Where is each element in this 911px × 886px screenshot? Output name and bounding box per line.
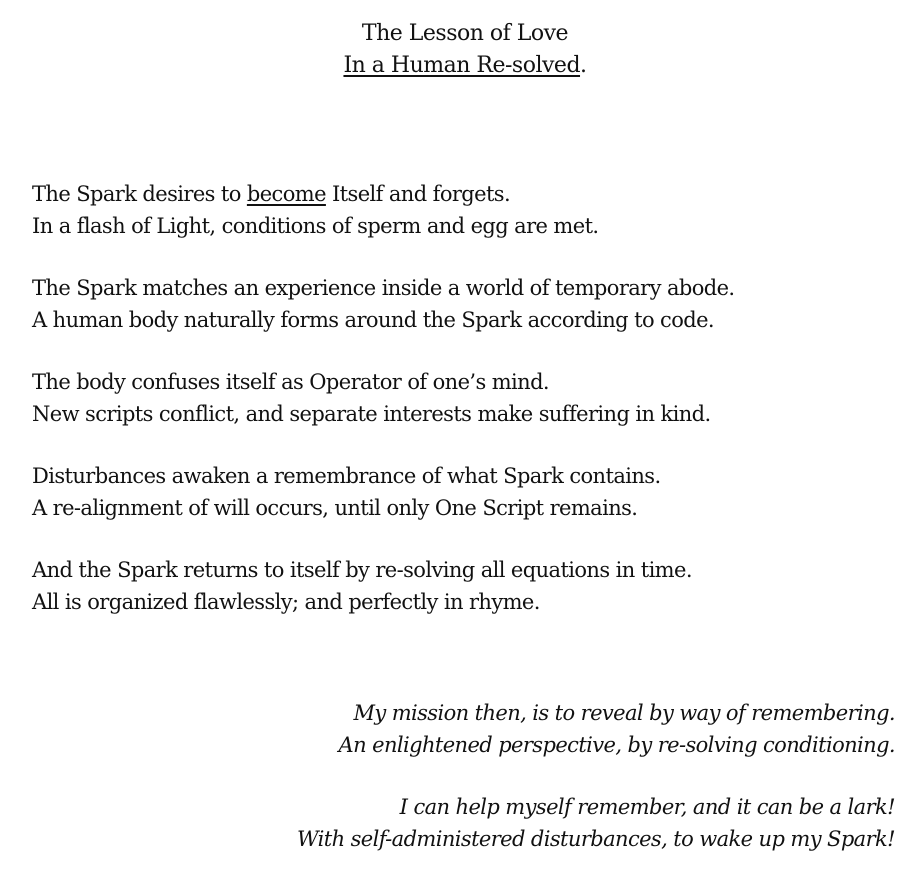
poem-stanza-4 xyxy=(32,460,892,524)
page-subtitle-line xyxy=(0,50,911,82)
poem-line: And the Spark returns to itself by re-solving all equations in time. xyxy=(32,558,692,582)
closing-line: An enlightened perspective, by re-solving conditioning. xyxy=(338,733,895,757)
poem-stanza-5 xyxy=(32,554,892,618)
closing-line: With self-administered disturbances, to wake up my Spark! xyxy=(297,827,895,851)
poem-line: All is organized flawlessly; and perfectly in rhyme. xyxy=(32,590,540,614)
closing-stanza-1 xyxy=(135,697,895,761)
title-block xyxy=(0,18,911,82)
poem-line: In a flash of Light, conditions of sperm and egg are met. xyxy=(32,214,599,238)
poem-line: A re-alignment of will occurs, until only One Script remains. xyxy=(32,496,638,520)
poem-line: Disturbances awaken a remembrance of what Spark contains. xyxy=(32,464,661,488)
closing-stanza-2 xyxy=(135,791,895,855)
poem-line: The Spark matches an experience inside a world of temporary abode. xyxy=(32,276,735,300)
page-subtitle-period: . xyxy=(580,53,587,78)
poem-line: A human body naturally forms around the Spark according to code. xyxy=(32,308,715,332)
page-title: The Lesson of Love xyxy=(361,21,569,46)
closing-verses xyxy=(135,697,895,885)
line-text: Itself and forgets. xyxy=(325,182,511,206)
poem-stanza-1 xyxy=(32,178,892,242)
poem-stanza-3 xyxy=(32,366,892,430)
poem-stanza-2 xyxy=(32,272,892,336)
poem-line xyxy=(32,178,892,210)
line-text: The Spark desires to xyxy=(32,182,247,206)
closing-line: My mission then, is to reveal by way of remembering. xyxy=(353,701,895,725)
poem-body xyxy=(32,178,892,648)
closing-line: I can help myself remember, and it can be a lark! xyxy=(399,795,895,819)
underlined-word: become xyxy=(246,182,326,206)
page-subtitle: In a Human Re-solved xyxy=(343,53,581,78)
poem-line: The body confuses itself as Operator of one’s mind. xyxy=(32,370,550,394)
poem-line: New scripts conflict, and separate interests make suffering in kind. xyxy=(32,402,711,426)
